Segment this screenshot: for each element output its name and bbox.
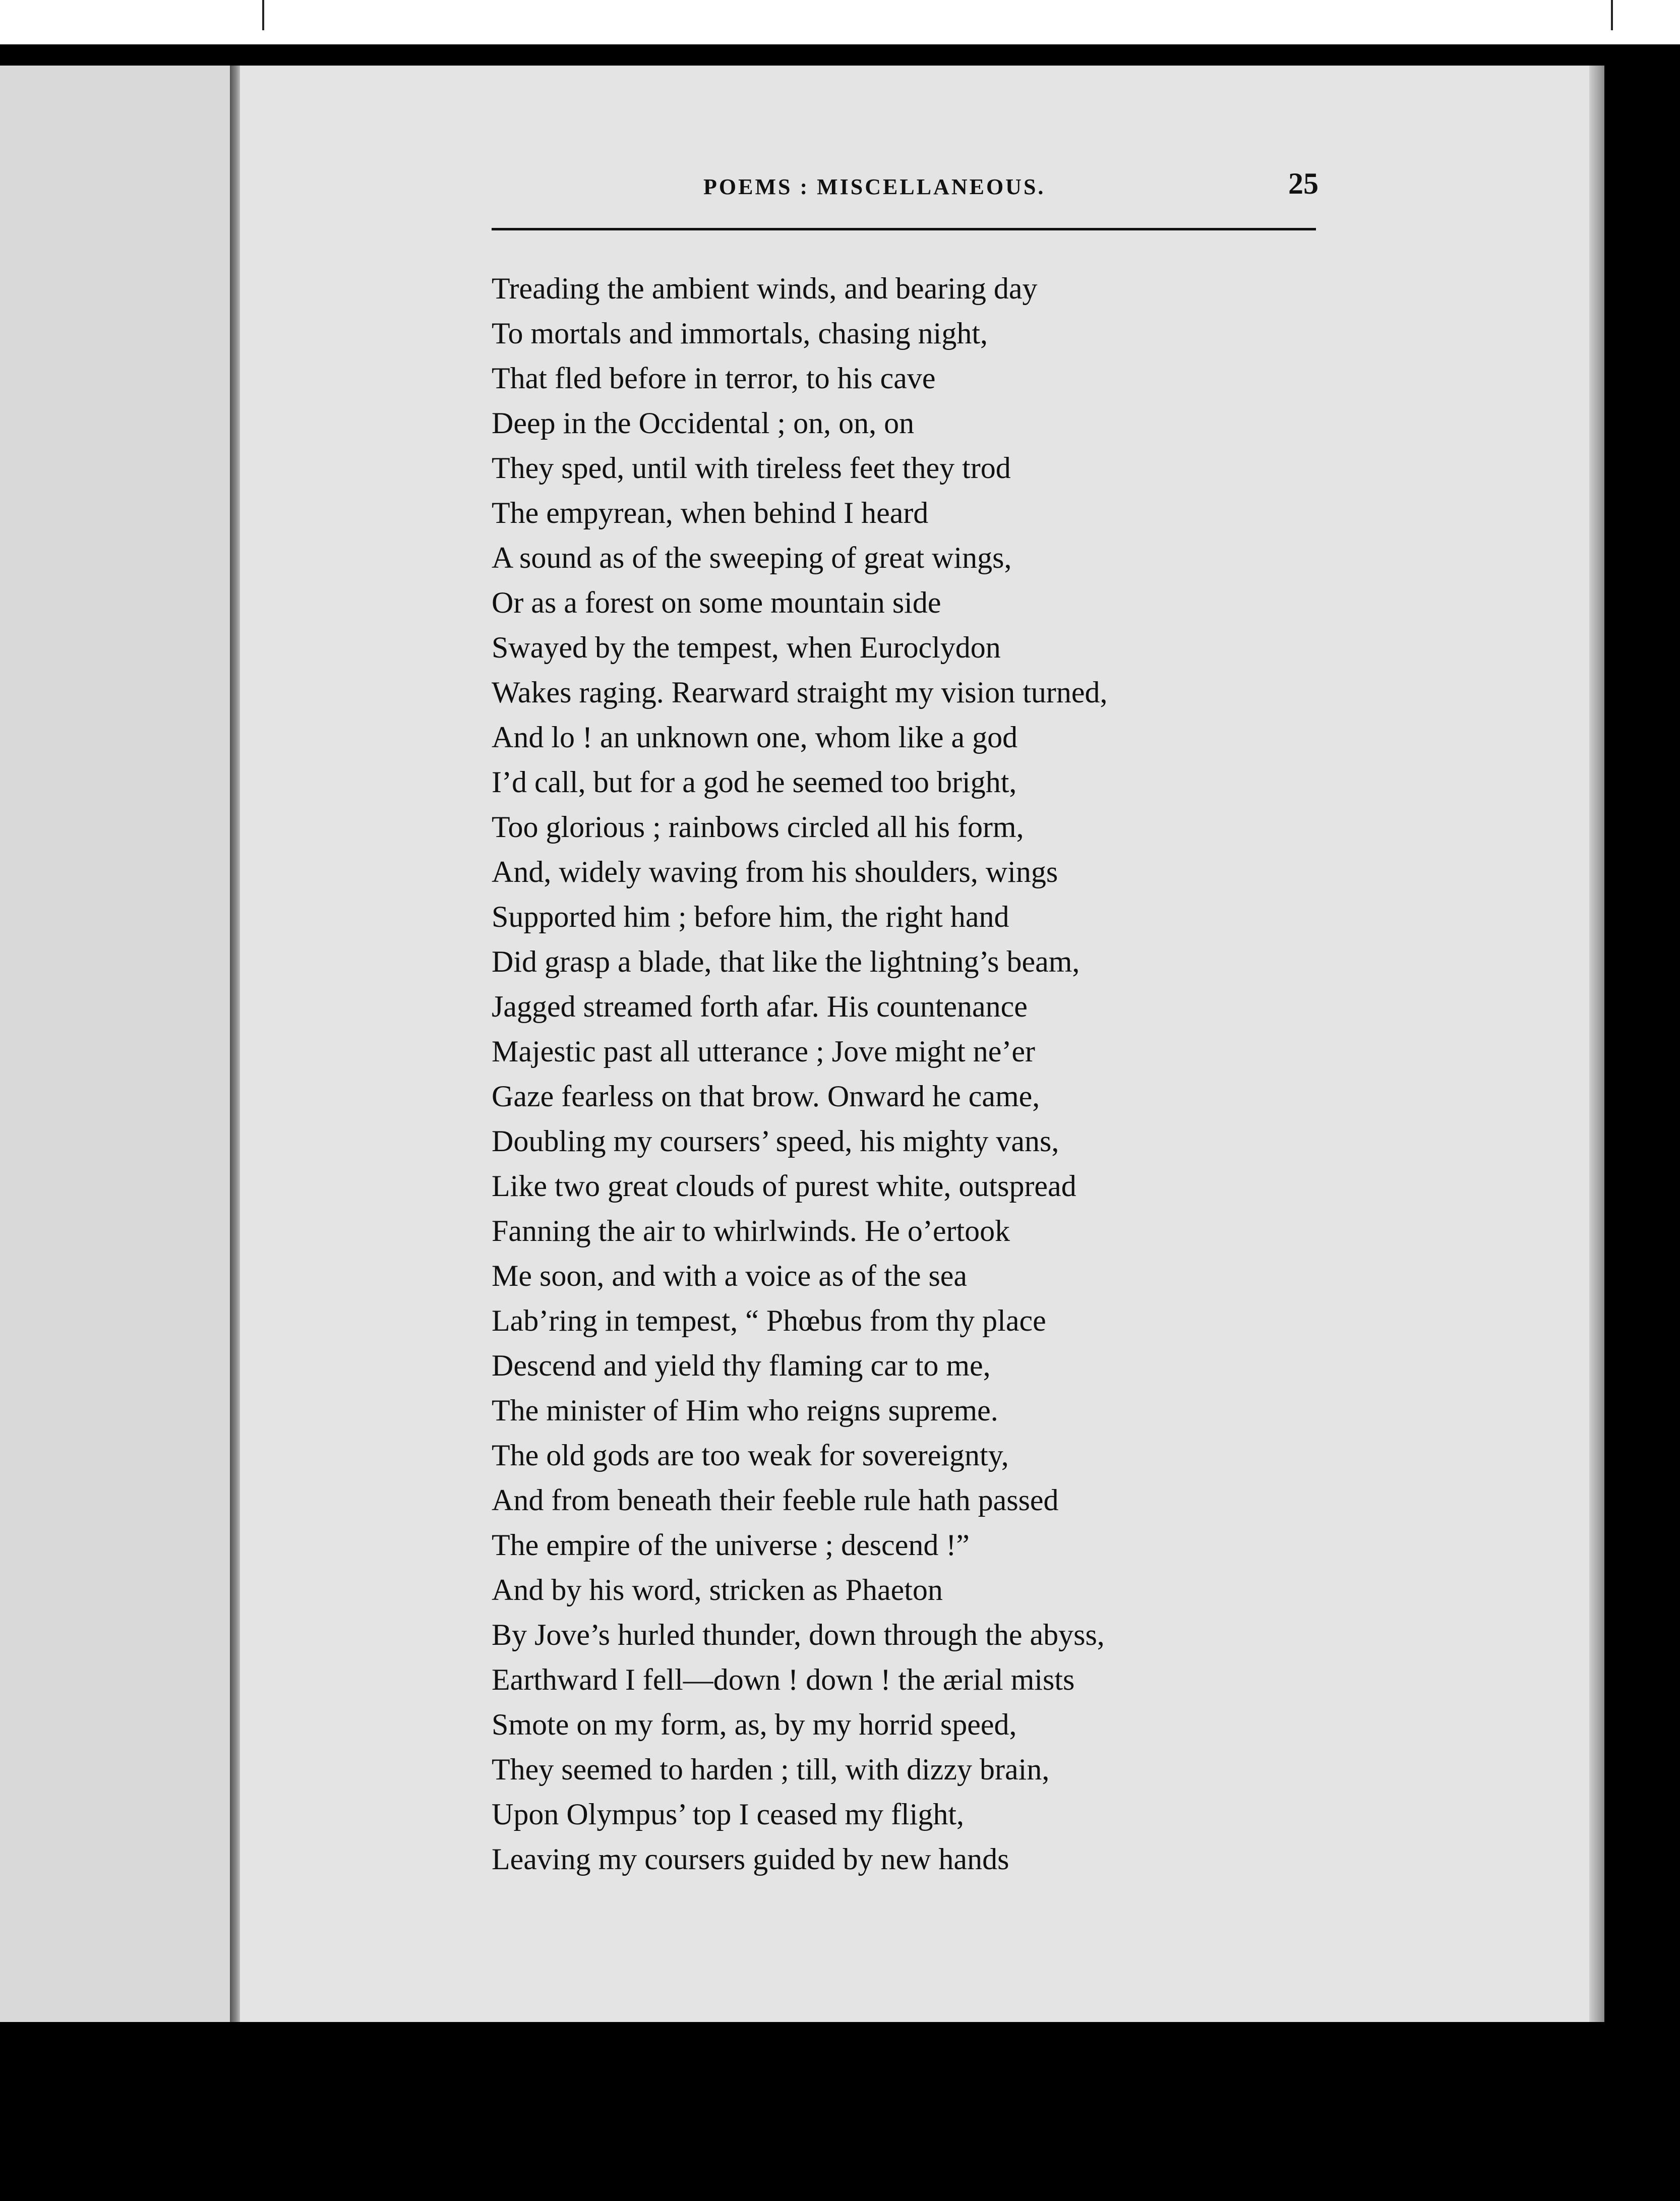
poem-line: Gaze fearless on that brow. Onward he came, — [492, 1080, 1040, 1113]
poem-line: That fled before in terror, to his cave — [492, 362, 936, 395]
poem-line: Supported him ; before him, the right hand — [492, 900, 1009, 933]
poem-line: Jagged streamed forth afar. His countenance — [492, 990, 1028, 1023]
poem-line: Swayed by the tempest, when Euroclydon — [492, 631, 1001, 664]
poem-line: Fanning the air to whirlwinds. He o’ertook — [492, 1214, 1010, 1247]
poem-text — [492, 266, 1349, 1882]
poem-line: And from beneath their feeble rule hath passed — [492, 1483, 1059, 1517]
poem-line: And, widely waving from his shoulders, wings — [492, 855, 1058, 888]
poem-line: Or as a forest on some mountain side — [492, 586, 941, 619]
poem-line: The empyrean, when behind I heard — [492, 496, 929, 529]
book-gutter — [230, 66, 240, 2022]
poem-line: Doubling my coursers’ speed, his mighty vans, — [492, 1124, 1059, 1158]
poem-line: Wakes raging. Rearward straight my vision turned, — [492, 676, 1108, 709]
poem-line: To mortals and immortals, chasing night, — [492, 317, 988, 350]
header-rule — [492, 228, 1316, 230]
page-edge — [1589, 66, 1604, 2022]
poem-line: Earthward I fell—down ! down ! the ærial mists — [492, 1663, 1075, 1696]
poem-line: The minister of Him who reigns supreme. — [492, 1394, 998, 1427]
poem-line: Did grasp a blade, that like the lightning’s beam, — [492, 945, 1080, 978]
facing-page-edge — [0, 66, 230, 2022]
poem-line: They sped, until with tireless feet they trod — [492, 451, 1011, 485]
poem-line: A sound as of the sweeping of great wings, — [492, 541, 1012, 574]
scan-mark — [1611, 0, 1613, 30]
poem-line: And lo ! an unknown one, whom like a god — [492, 721, 1018, 754]
page-number: 25 — [1288, 167, 1318, 200]
poem-line: They seemed to harden ; till, with dizzy brain, — [492, 1753, 1050, 1786]
scan-mark — [262, 0, 264, 30]
poem-line: Like two great clouds of purest white, outspread — [492, 1169, 1076, 1203]
poem-line: By Jove’s hurled thunder, down through the abyss, — [492, 1618, 1105, 1651]
poem-line: Descend and yield thy flaming car to me, — [492, 1349, 991, 1382]
poem-line: Leaving my coursers guided by new hands — [492, 1842, 1009, 1876]
poem-line: Majestic past all utterance ; Jove might ne’er — [492, 1035, 1035, 1068]
poem-line: The old gods are too weak for sovereignty, — [492, 1439, 1009, 1472]
poem-line: I’d call, but for a god he seemed too bright, — [492, 765, 1017, 799]
running-title: POEMS : MISCELLANEOUS. — [703, 174, 1046, 199]
scan-top-strip — [0, 0, 1680, 44]
poem-line: Me soon, and with a voice as of the sea — [492, 1259, 968, 1292]
poem-line: Too glorious ; rainbows circled all his form, — [492, 810, 1024, 844]
poem-line: Lab’ring in tempest, “ Phœbus from thy place — [492, 1304, 1046, 1337]
poem-line: The empire of the universe ; descend !” — [492, 1528, 970, 1562]
poem-line: Deep in the Occidental ; on, on, on — [492, 406, 915, 440]
poem-line: Upon Olympus’ top I ceased my flight, — [492, 1798, 965, 1831]
poem-line: Treading the ambient winds, and bearing day — [492, 272, 1038, 305]
poem-line: And by his word, stricken as Phaeton — [492, 1573, 943, 1607]
poem-line: Smote on my form, as, by my horrid speed, — [492, 1708, 1017, 1741]
